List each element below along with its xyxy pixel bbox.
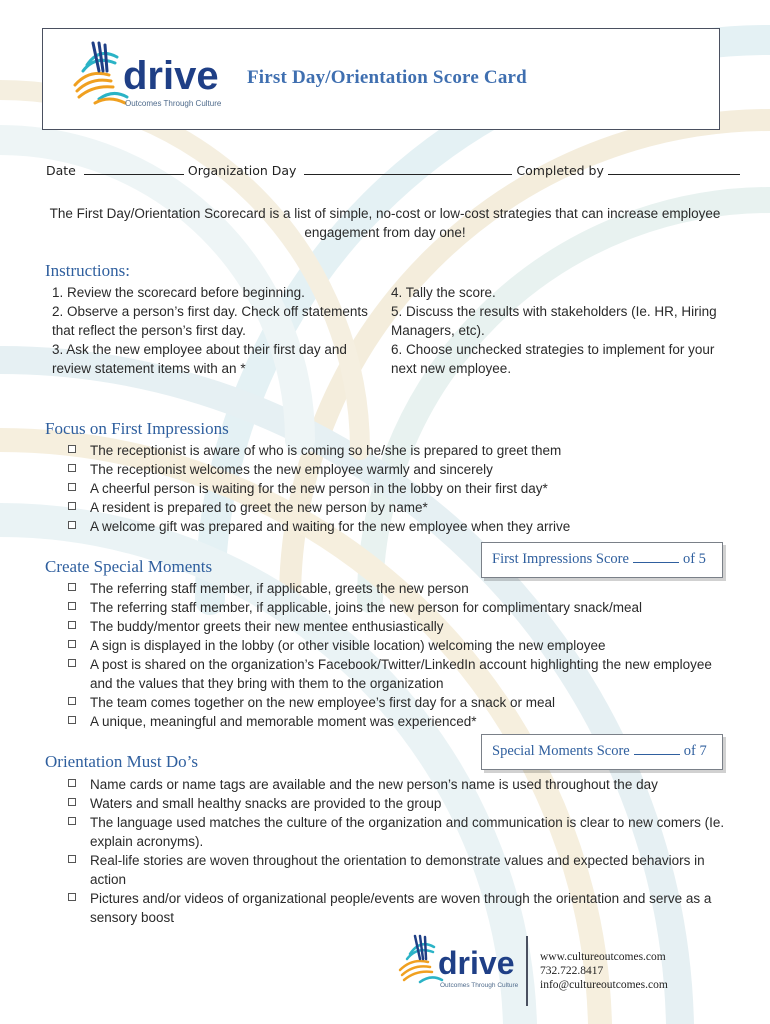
checklist-item-text: A cheerful person is waiting for the new person in the lobby on their first day* [90, 481, 548, 496]
instruction-step: 3. Ask the new employee about their first day and review statement items with an * [52, 342, 347, 376]
organization-day-label: Organization Day [187, 163, 297, 178]
checklist-item-text: Real-life stories are woven throughout the orientation to demonstrate values and expected behaviors in action [90, 853, 705, 887]
checkbox[interactable] [68, 583, 76, 591]
checklist-item [68, 655, 728, 693]
checklist-item [68, 517, 728, 536]
special-moments-heading: Create Special Moments [45, 557, 213, 576]
first-impressions-checklist [68, 441, 728, 536]
checklist-item-text: The referring staff member, if applicable, greets the new person [90, 581, 469, 596]
checkbox[interactable] [68, 659, 76, 667]
page-title: First Day/Orientation Score Card [247, 67, 527, 88]
checklist-item [68, 693, 728, 712]
checkbox[interactable] [68, 855, 76, 863]
checklist-item-text: The buddy/mentor greets their new mentee enthusiastically [90, 619, 444, 634]
checkbox[interactable] [68, 464, 76, 472]
checkbox[interactable] [68, 602, 76, 610]
checklist-item-text: A unique, meaningful and memorable moment was experienced* [90, 714, 477, 729]
checklist-item-text: A resident is prepared to greet the new person by name* [90, 500, 428, 515]
special-moments-checklist [68, 579, 728, 731]
checkbox[interactable] [68, 817, 76, 825]
instruction-step: 5. Discuss the results with stakeholders (Ie. HR, Hiring Managers, etc). [391, 304, 717, 338]
checklist-item-text: A welcome gift was prepared and waiting for the new employee when they arrive [90, 519, 571, 534]
checklist-item [68, 441, 728, 460]
checklist-item [68, 460, 728, 479]
instructions-right-column [391, 283, 725, 378]
checklist-item [68, 889, 728, 927]
instruction-step: 6. Choose unchecked strategies to implement for your next new employee. [391, 342, 715, 376]
first-impressions-heading: Focus on First Impressions [45, 419, 229, 438]
checklist-item [68, 794, 728, 813]
checklist-item-text: The language used matches the culture of the organization and communication is clear to new comers (Ie. explain acronyms). [90, 815, 725, 849]
checkbox[interactable] [68, 697, 76, 705]
phone-number: 732.722.8417 [540, 965, 604, 977]
date-field[interactable] [84, 162, 184, 175]
instructions-left-column [52, 283, 380, 378]
checklist-item [68, 636, 728, 655]
checklist-item-text: The receptionist is aware of who is coming so he/she is prepared to greet them [90, 443, 562, 458]
logo-wordmark: drive [123, 54, 219, 98]
instructions-heading: Instructions: [45, 261, 130, 280]
checkbox[interactable] [68, 640, 76, 648]
email-link[interactable]: info@cultureoutcomes.com [540, 979, 668, 991]
drive-logo [69, 41, 229, 113]
website-link[interactable]: www.cultureoutcomes.com [540, 951, 666, 963]
score-label: First Impressions Score [492, 551, 629, 567]
checklist-item [68, 775, 728, 794]
special-moments-score-field[interactable] [634, 743, 680, 755]
first-impressions-score-box [481, 542, 723, 578]
checklist-item-text: Waters and small healthy snacks are provided to the group [90, 796, 442, 811]
instruction-step: 2. Observe a person’s first day. Check off statements that reflect the person’s first day. [52, 304, 368, 338]
checklist-item [68, 712, 728, 731]
checkbox[interactable] [68, 483, 76, 491]
checkbox[interactable] [68, 893, 76, 901]
checklist-item [68, 579, 728, 598]
checkbox[interactable] [68, 445, 76, 453]
footer-divider [526, 936, 528, 1006]
checklist-item [68, 598, 728, 617]
instruction-step: 4. Tally the score. [391, 285, 496, 300]
score-label: Special Moments Score [492, 743, 630, 759]
checklist-item [68, 813, 728, 851]
footer-logo-wordmark: drive [438, 945, 515, 981]
footer-logo-tagline: Outcomes Through Culture [440, 982, 519, 989]
header-box [42, 28, 720, 130]
instruction-step: 1. Review the scorecard before beginning. [52, 285, 305, 300]
checklist-item [68, 498, 728, 517]
checklist-item [68, 479, 728, 498]
checkbox[interactable] [68, 521, 76, 529]
checklist-item-text: The referring staff member, if applicable, joins the new person for complimentary snack/meal [90, 600, 643, 615]
logo-tagline: Outcomes Through Culture [125, 99, 222, 108]
orientation-checklist [68, 775, 728, 927]
checklist-item-text: The receptionist welcomes the new employee warmly and sincerely [90, 462, 493, 477]
contact-info [540, 950, 668, 992]
checkbox[interactable] [68, 716, 76, 724]
checkbox[interactable] [68, 621, 76, 629]
date-label: Date [46, 163, 76, 178]
special-moments-score-box [481, 734, 723, 770]
checklist-item [68, 851, 728, 889]
checklist-item-text: Name cards or name tags are available and the new person’s name is used throughout the day [90, 777, 658, 792]
checkbox[interactable] [68, 798, 76, 806]
intro-text: The First Day/Orientation Scorecard is a list of simple, no-cost or low-cost strategies that can increase employee engagement from day one! [49, 206, 721, 240]
checklist-item-text: The team comes together on the new employee’s first day for a snack or meal [90, 695, 555, 710]
checklist-item [68, 617, 728, 636]
completed-by-label: Completed by [516, 163, 604, 178]
checkbox[interactable] [68, 502, 76, 510]
first-impressions-score-field[interactable] [633, 551, 679, 563]
completed-by-field[interactable] [608, 162, 740, 175]
orientation-heading: Orientation Must Do’s [45, 752, 198, 771]
organization-day-field[interactable] [304, 162, 512, 175]
checklist-item-text: A post is shared on the organization’s Facebook/Twitter/LinkedIn account highlighting the new employee and the values that they bring with them to the organization [90, 657, 712, 691]
score-total: of 7 [683, 743, 707, 759]
checklist-item-text: A sign is displayed in the lobby (or other visible location) welcoming the new employee [90, 638, 606, 653]
checklist-item-text: Pictures and/or videos of organizational people/events are woven through the orientation and serve as a sensory boost [90, 891, 712, 925]
score-total: of 5 [682, 551, 706, 567]
footer-drive-logo [396, 934, 524, 994]
form-fields-row [46, 162, 724, 178]
checkbox[interactable] [68, 779, 76, 787]
